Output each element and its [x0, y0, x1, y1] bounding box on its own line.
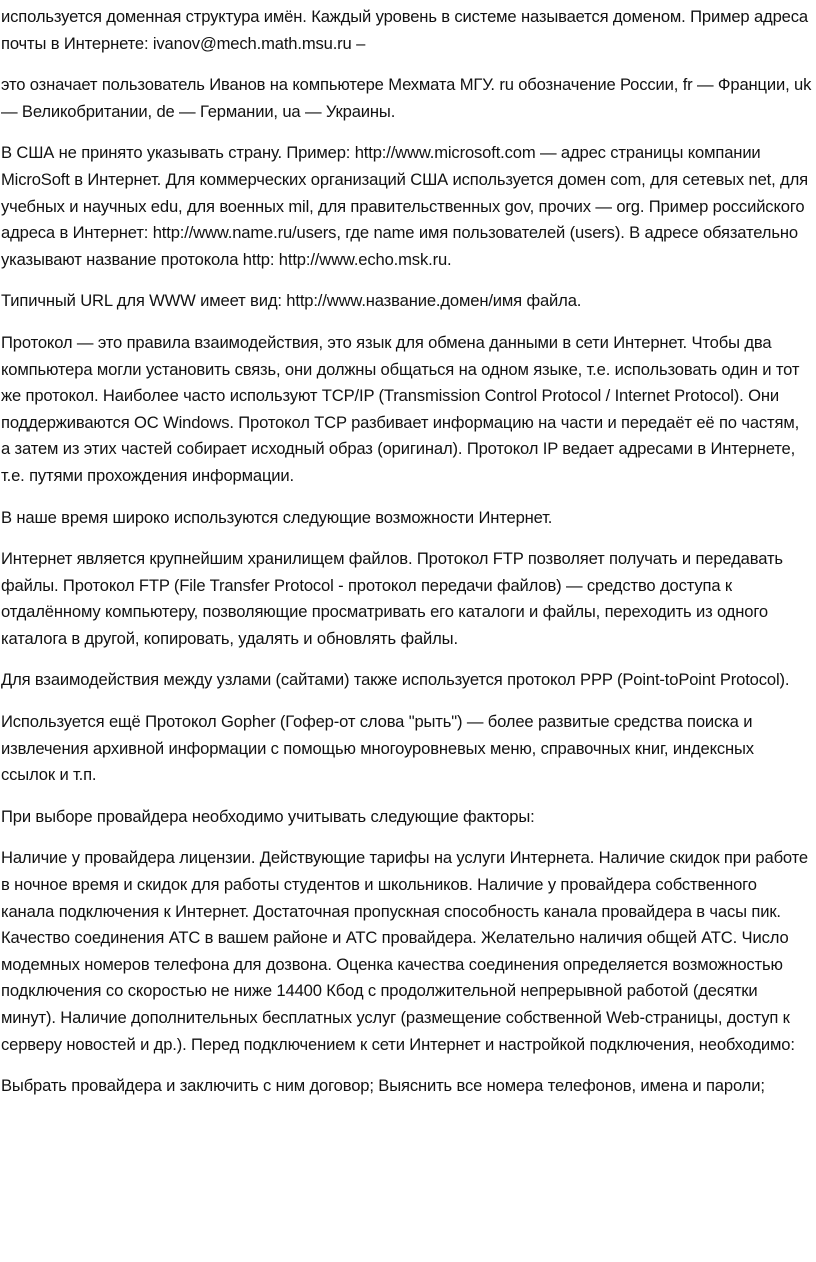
paragraph-internet-capabilities: В наше время широко используются следующие возможности Интернет.: [1, 507, 553, 527]
paragraph-protocol: Протокол — это правила взаимодействия, это язык для обмена данными в сети Интернет. Чтобы два компьютера могли установить связь, они должны общаться на одном языке, т.е. использовать один и тот же протокол. Наиболее часто используют TCP/IP (Transmission Control Protocol / Internet Protocol). Они поддерживаются ОС Windows. Протокол TCP разбивает информацию на части и передаёт её по частям, а затем из этих частей собирает исходный образ (оригинал). Протокол IP ведает адресами в Интернете, т.е. путями прохождения информации.: [1, 332, 800, 485]
paragraph-domain-structure: используется доменная структура имён. Каждый уровень в системе называется доменом. Пример адреса почты в Интернете: ivanov@mech.math.msu.ru –: [1, 7, 808, 53]
paragraph-country-domains: это означает пользователь Иванов на компьютере Мехмата МГУ. ru обозначение России, fr — Франции, uk — Великобритании, de — Германии, ua — Украины.: [1, 75, 812, 121]
paragraph-ppp: Для взаимодействия между узлами (сайтами) также используется протокол PPP (Point-toPoint Protocol).: [1, 670, 790, 690]
paragraph-provider-factors-intro: При выборе провайдера необходимо учитывать следующие факторы:: [1, 806, 535, 826]
paragraph-provider-factors: Наличие у провайдера лицензии. Действующие тарифы на услуги Интернета. Наличие скидок при работе в ночное время и скидок для работы студентов и школьников. Наличие у провайдера собственного канала подключения к Интернет. Достаточная пропускная способность канала провайдера в часы пик. Качество соединения АТС в вашем районе и АТС провайдера. Желательно наличия общей АТС. Число модемных номеров телефона для дозвона. Оценка качества соединения определяется возможностью подключения со скоростью не ниже 14400 Кбод с продолжительной непрерывной работой (десятки минут). Наличие дополнительных бесплатных услуг (размещение собственной Web-страницы, доступ к серверу новостей и др.). Перед подключением к сети Интернет и настройкой подключения, необходимо:: [1, 848, 808, 1054]
paragraph-typical-url: Типичный URL для WWW имеет вид: http://www.название.домен/имя файла.: [1, 291, 582, 311]
paragraph-gopher: Используется ещё Протокол Gopher (Гофер-от слова "рыть") — более развитые средства поиска и извлечения архивной информации с помощью многоуровневых меню, справочных книг, индексных ссылок и т.п.: [1, 712, 754, 785]
paragraph-choose-provider: Выбрать провайдера и заключить с ним договор; Выяснить все номера телефонов, имена и пароли;: [1, 1076, 765, 1096]
paragraph-usa-domains: В США не принято указывать страну. Пример: http://www.microsoft.com — адрес страницы компании MicroSoft в Интернет. Для коммерческих организаций США используется домен com, для сетевых net, для учебных и научных edu, для военных mil, для правительственных gov, прочих — org. Пример российского адреса в Интернет: http://www.name.ru/users, где name имя пользователей (users). В адресе обязательно указывают название протокола http: http://www.echo.msk.ru.: [1, 143, 808, 269]
paragraph-ftp: Интернет является крупнейшим хранилищем файлов. Протокол FTP позволяет получать и передавать файлы. Протокол FTP (File Transfer Protocol - протокол передачи файлов) — средство доступа к отдалённому компьютеру, позволяющие просматривать его каталоги и файлы, переходить из одного каталога в другой, копировать, удалять и обновлять файлы.: [1, 549, 783, 648]
